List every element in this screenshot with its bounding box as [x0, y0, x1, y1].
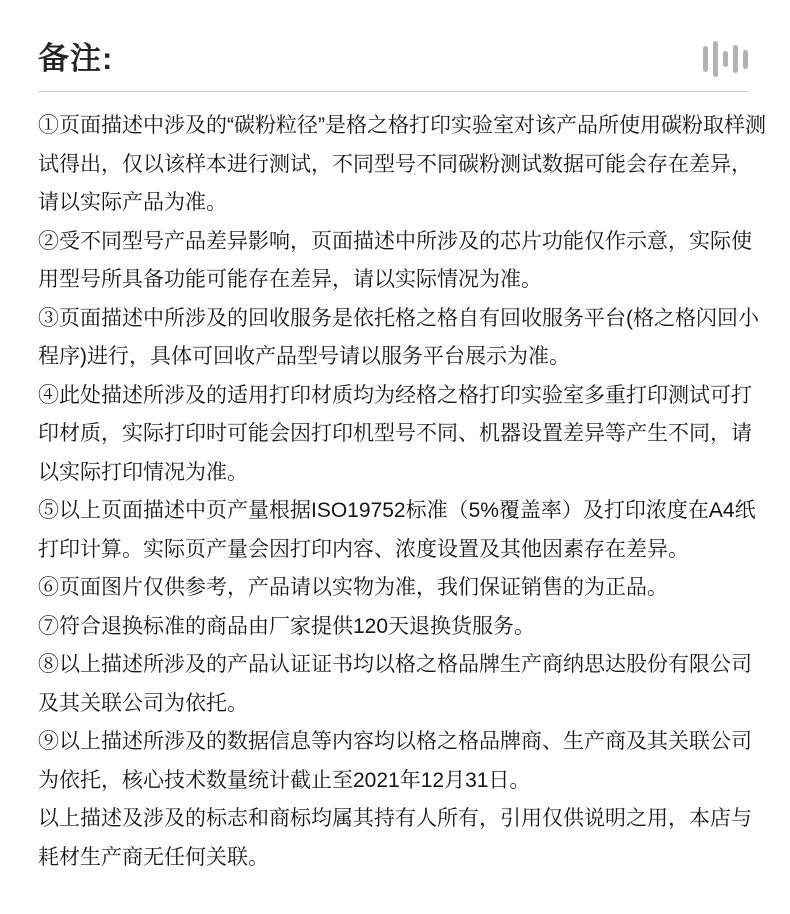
- waveform-bar: [723, 51, 728, 67]
- note-item-8: ⑧以上描述所涉及的产品认证证书均以格之格品牌生产商纳思达股份有限公司及其关联公司为依托。: [38, 653, 752, 715]
- waveform-bar: [743, 50, 748, 69]
- note-item-5: ⑤以上页面描述中页产量根据ISO19752标准（5%覆盖率）及打印浓度在A4纸打印计算。实际页产量会因打印内容、浓度设置及其他因素存在差异。: [38, 499, 756, 561]
- note-item-3: ③页面描述中所涉及的回收服务是依托格之格自有回收服务平台(格之格闪回小程序)进行，具体可回收产品型号请以服务平台展示为准。: [38, 306, 759, 368]
- note-item-9: ⑨以上描述所涉及的数据信息等内容均以格之格品牌商、生产商及其关联公司为依托，核心技术数量统计截止至2021年12月31日。: [38, 730, 752, 792]
- note-item-6: ⑥页面图片仅供参考，产品请以实物为准，我们保证销售的为正品。: [38, 576, 668, 599]
- page-title: 备注:: [38, 41, 114, 76]
- waveform-bar: [733, 45, 738, 73]
- remarks-header: [38, 0, 748, 78]
- waveform-icon: [703, 39, 748, 79]
- note-item-7: ⑦符合退换标准的商品由厂家提供120天退换货服务。: [38, 614, 536, 638]
- note-item-2: ②受不同型号产品差异影响，页面描述中所涉及的芯片功能仅作示意，实际使用型号所具备功能可能存在差异，请以实际情况为准。: [38, 229, 752, 291]
- note-item-4: ④此处描述所涉及的适用打印材质均为经格之格打印实验室多重打印测试可打印材质，实际打印时可能会因打印机型号不同、机器设置差异等产生不同，请以实际打印情况为准。: [38, 383, 752, 484]
- notes-list: [38, 92, 768, 877]
- note-item-1: ①页面描述中涉及的“碳粉粒径”是格之格打印实验室对该产品所使用碳粉取样测试得出，仅以该样本进行测试，不同型号不同碳粉测试数据可能会存在差异，请以实际产品为准。: [38, 114, 766, 214]
- waveform-bar: [713, 41, 718, 77]
- note-item-10: 以上描述及涉及的标志和商标均属其持有人所有，引用仅供说明之用，本店与耗材生产商无任何关联。: [38, 807, 752, 869]
- waveform-bar: [703, 46, 708, 72]
